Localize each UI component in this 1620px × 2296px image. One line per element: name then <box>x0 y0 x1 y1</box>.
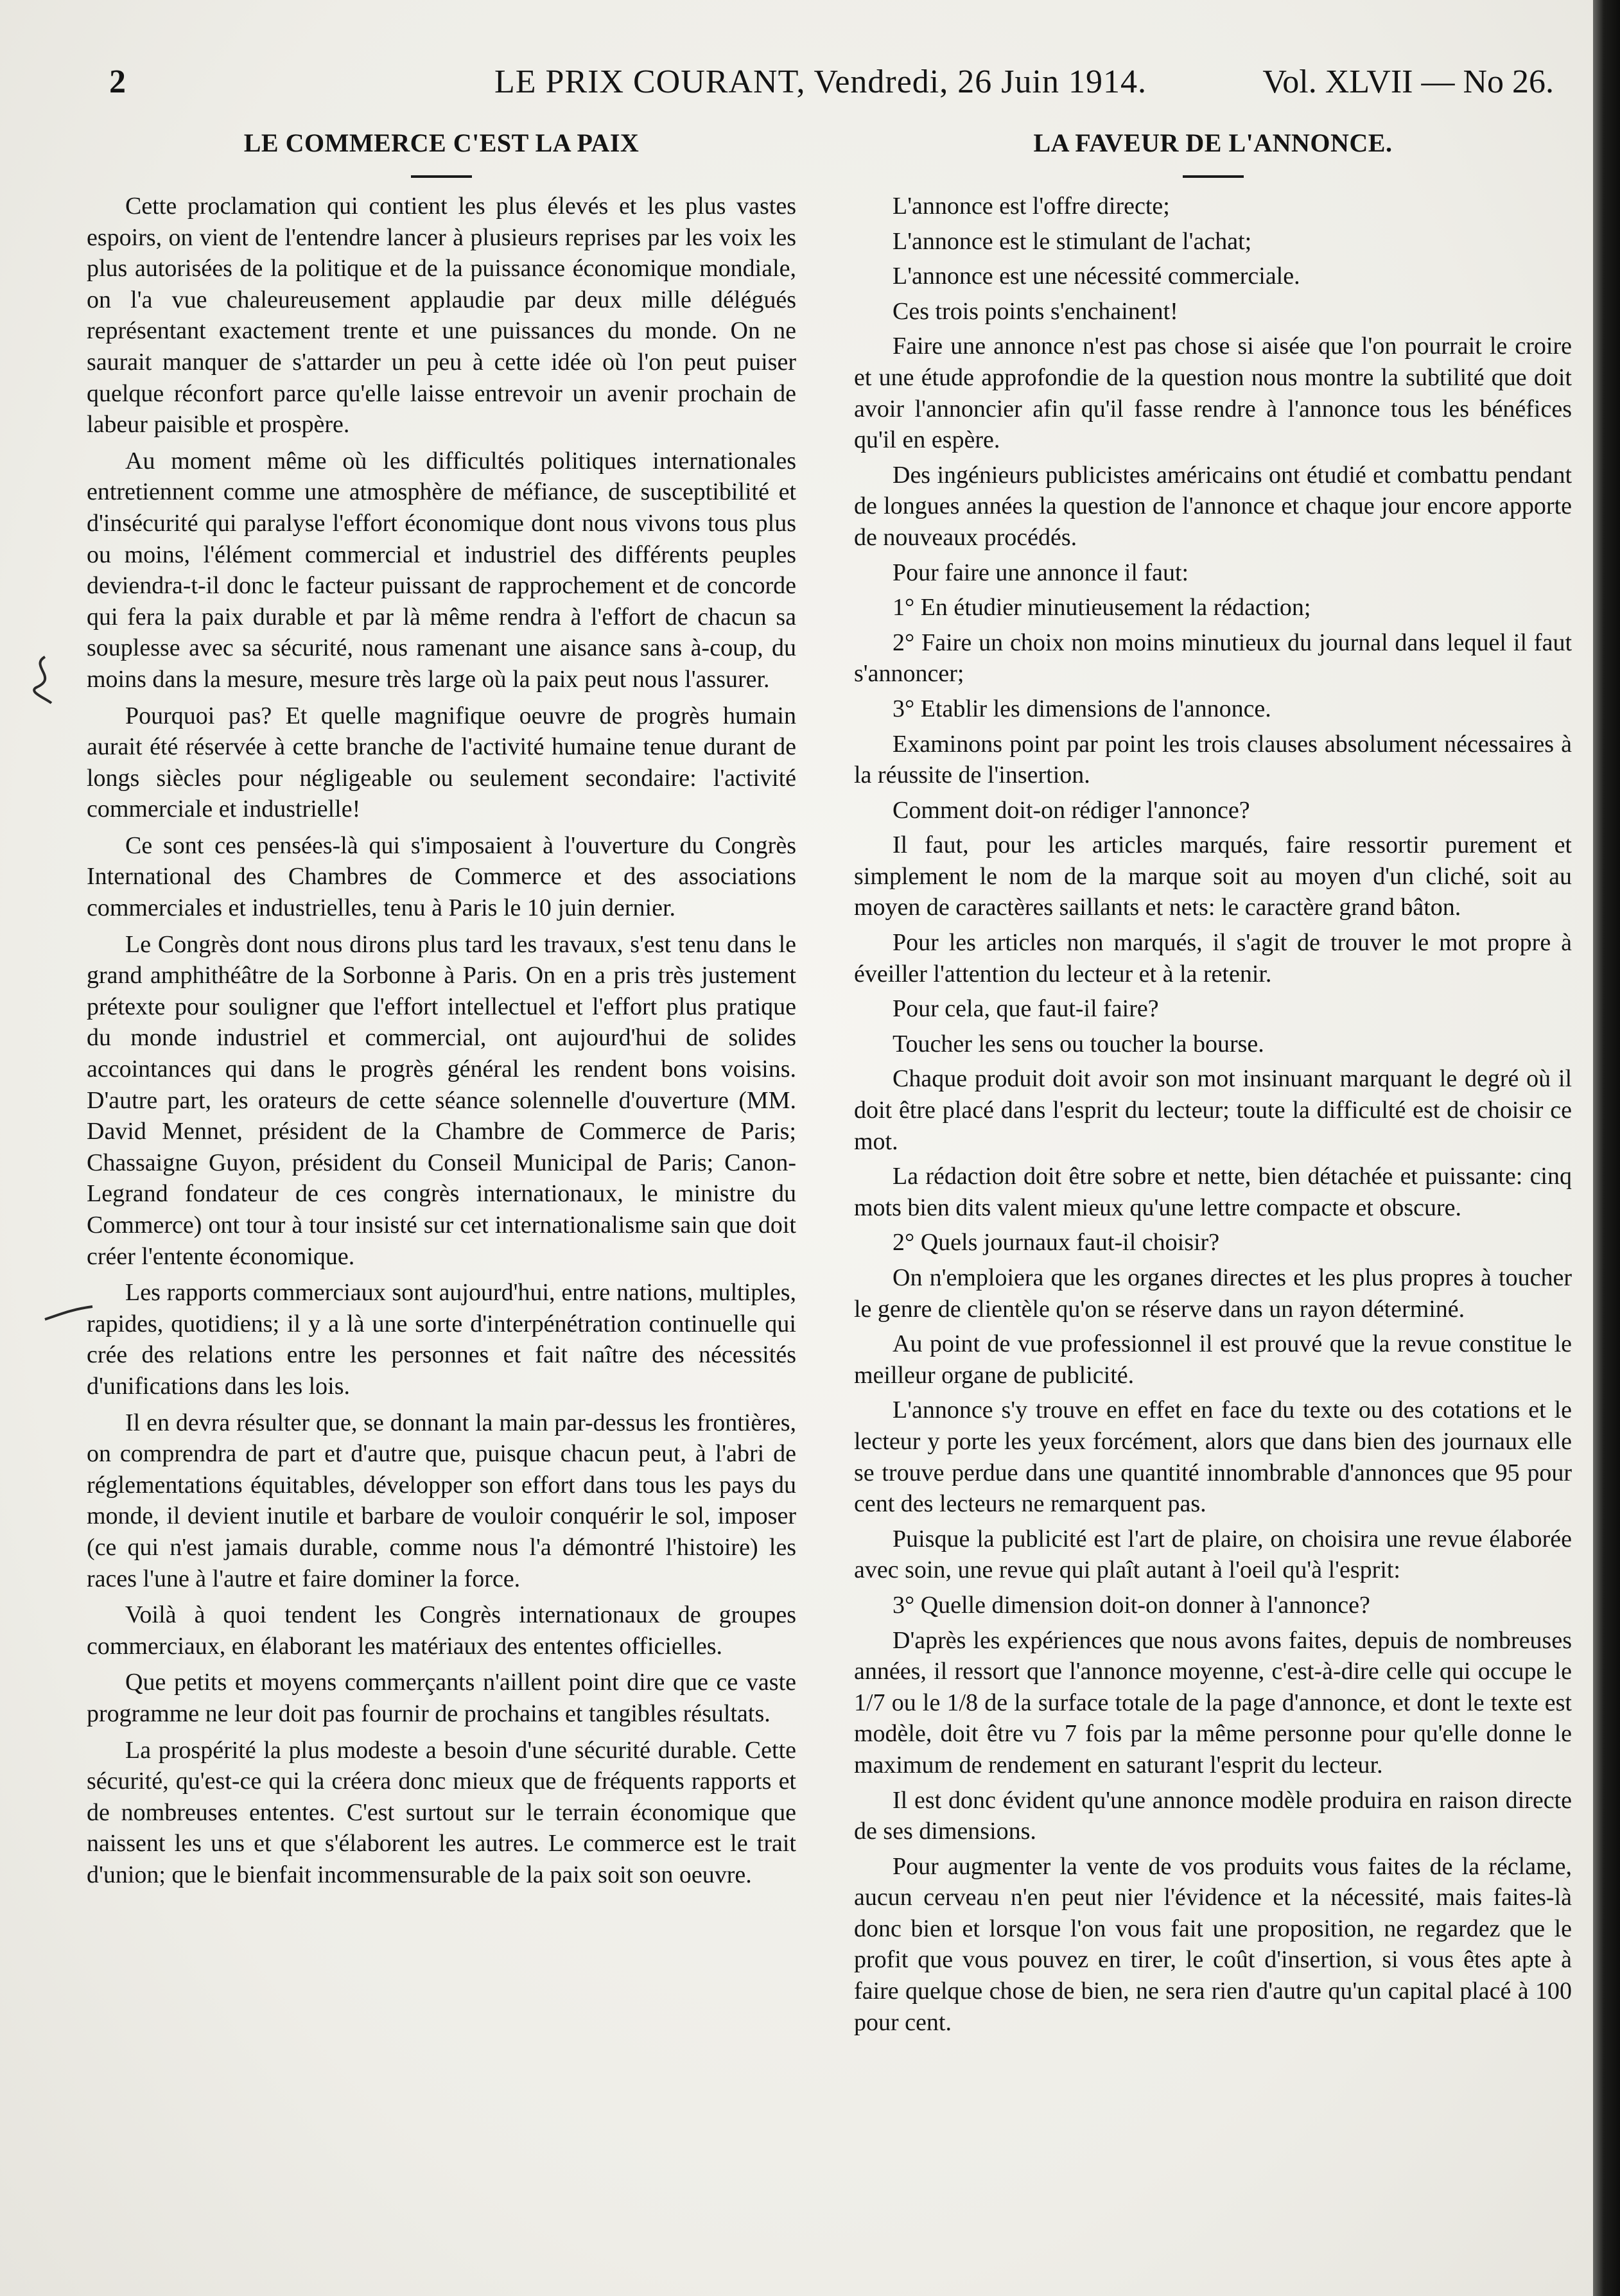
paragraph: Il en devra résulter que, se donnant la main par-dessus les frontières, on comprendra de part et d'autre que, puisque chacun peut, à l'abri de réglementations équitables, développer son effort dans tous les pays du monde, il devient inutile et barbare de vouloir conquérir le sol, imposer (ce qui n'est jamais durable, comme nous l'a démontré l'histoire) les races l'une à l'autre et faire dominer la force. <box>87 1409 796 1592</box>
paragraph: On n'emploiera que les organes directes et les plus propres à toucher le genre de clientèle qu'on se réserve dans un rayon déterminé. <box>854 1264 1572 1323</box>
paragraph: L'annonce s'y trouve en effet en face du texte ou des cotations et le lecteur y porte les yeux forcément, alors que dans bien des journaux elle se trouve perdue dans une quantité innombrable d'annonces que 95 pour cent des lecteurs ne remarquent pas. <box>854 1396 1572 1518</box>
paragraph: Pour faire une annonce il faut: <box>893 559 1189 586</box>
left-article-title: LE COMMERCE C'EST LA PAIX <box>243 128 640 157</box>
left-article-body <box>87 191 796 1890</box>
paragraph: Comment doit-on rédiger l'annonce? <box>893 796 1250 824</box>
masthead: LE PRIX COURANT, Vendredi, 26 Juin 1914. <box>494 64 1147 100</box>
paragraph: Au moment même où les difficultés politiques internationales entretiennent comme une atmosphère de méfiance, de susceptibilité et d'insécurité qui paralyse l'effort économique dont nous vivons tous plus ou moins, l'élément commercial et industriel des différents peuples deviendra-t-il donc le facteur puissant de rapprochement et de concorde qui fera la paix durable et par là même rendra à l'effort de chacun sa souplesse avec sa sécurité, nous ramenant une aisance sans à-coup, du moins dans la mesure, mesure très large où la paix peut nous l'assurer. <box>87 447 796 693</box>
paragraph: 2° Faire un choix non moins minutieux du journal dans lequel il faut s'annoncer; <box>854 629 1572 688</box>
paragraph: Le Congrès dont nous dirons plus tard les travaux, s'est tenu dans le grand amphithéâtre de la Sorbonne à Paris. On en a pris très justement prétexte pour souligner que l'effort intellectuel et l'effort plus pratique du monde industriel et commercial, ont aujourd'hui de solides accointances qui dans le progrès général les rendent bons voisins. D'autre part, les orateurs de cette séance solennelle d'ouverture (MM. David Mennet, président de la Chambre de Commerce de Paris; Chassaigne Guyon, président du Conseil Municipal de Paris; Canon-Legrand fondateur de ces congrès internationaux, le ministre du Commerce) ont tour à tour insisté sur cet internationalisme sain que doit créer l'entente économique. <box>87 930 796 1270</box>
paragraph: Il est donc évident qu'une annonce modèle produira en raison directe de ses dimensions. <box>854 1786 1572 1845</box>
paragraph: Cette proclamation qui contient les plus élevés et les plus vastes espoirs, on vient de l'entendre lancer à plusieurs reprises par les voix les plus autorisées de la politique et de la puissance économique mondiale, on l'a vue chaleureusement applaudie par deux mille délégués représentant exactement trente et une puissances du monde. On ne saurait manquer de s'attarder un peu à cette idée où l'on peut puiser quelque réconfort parce qu'elle laisse entrevoir un avenir prochain de labeur paisible et prospère. <box>87 193 796 439</box>
paragraph: Ce sont ces pensées-là qui s'imposaient à l'ouverture du Congrès International des Chambres de Commerce et des associations commerciales et industrielles, tenu à Paris le 10 juin dernier. <box>87 831 796 922</box>
paragraph: 3° Quelle dimension doit-on donner à l'annonce? <box>893 1591 1370 1619</box>
paragraph: L'annonce est l'offre directe; <box>893 193 1170 220</box>
paragraph: 3° Etablir les dimensions de l'annonce. <box>893 695 1271 722</box>
margin-scribble-icon <box>26 652 64 709</box>
paragraph: Il faut, pour les articles marqués, faire ressortir purement et simplement le nom de la marque soit au moyen d'un cliché, soit au moyen de caractères saillants et nets: le caractère grand bâton. <box>854 831 1572 921</box>
paragraph: Des ingénieurs publicistes américains ont étudié et combattu pendant de longues années la question de l'annonce et chaque jour encore apporte de nouveaux procédés. <box>854 461 1572 551</box>
right-article <box>854 125 1572 2042</box>
paragraph: Pourquoi pas? Et quelle magnifique oeuvre de progrès humain aurait été réservée à cette branche de l'activité humaine tenue durant de longs siècles pour négligeable ou seulement secondaire: l'activité commerciale et industrielle! <box>87 702 796 823</box>
paragraph: Pour les articles non marqués, il s'agit de trouver le mot propre à éveiller l'attention du lecteur et à la retenir. <box>854 929 1572 987</box>
paragraph: L'annonce est le stimulant de l'achat; <box>893 227 1252 255</box>
paragraph: La prospérité la plus modeste a besoin d'une sécurité durable. Cette sécurité, qu'est-ce qui la créera donc mieux que de fréquents rapports et de nombreuses ententes. C'est surtout sur le terrain économique que naissent les uns et que s'élaborent les autres. Le commerce est le trait d'union; que le bienfait incommensurable de la paix soit son oeuvre. <box>87 1736 796 1888</box>
paragraph: Pour cela, que faut-il faire? <box>893 995 1159 1023</box>
paragraph: Que petits et moyens commerçants n'aillent point dire que ce vaste programme ne leur doit pas fournir de prochains et tangibles résultats. <box>87 1669 796 1727</box>
paragraph: D'après les expériences que nous avons faites, depuis de nombreuses années, il ressort que l'annonce moyenne, c'est-à-dire celle qui occupe le 1/7 ou le 1/8 de la surface totale de la page d'annonce, et dont le texte est modèle, doit être vu 7 fois par la même personne pour qu'elle donne le maximum de rendement en saturant l'esprit du lecteur. <box>854 1626 1572 1779</box>
page-header <box>96 57 1567 108</box>
right-article-body <box>854 191 1572 2038</box>
paragraph: Voilà à quoi tendent les Congrès internationaux de groupes commerciaux, en élaborant les matériaux des ententes officielles. <box>87 1601 796 1660</box>
paragraph: Au point de vue professionnel il est prouvé que la revue constitue le meilleur organe de publicité. <box>854 1330 1572 1389</box>
paragraph: Faire une annonce n'est pas chose si aisée que l'on pourrait le croire et une étude approfondie de la question nous montre la subtilité que doit avoir l'annoncier afin qu'il fasse rendre à l'annonce tous les bénéfices qu'il en espère. <box>854 333 1572 454</box>
paragraph: La rédaction doit être sobre et nette, bien détachée et puissante: cinq mots bien dits valent mieux qu'une lettre compacte et obscure. <box>854 1163 1572 1221</box>
page-edge-shadow <box>1593 0 1620 2296</box>
paragraph: Puisque la publicité est l'art de plaire, on choisira une revue élaborée avec soin, une revue qui plaît autant à l'oeil qu'à l'esprit: <box>854 1525 1572 1584</box>
right-article-title: LA FAVEUR DE L'ANNONCE. <box>1033 128 1393 157</box>
title-rule <box>411 175 472 178</box>
paragraph: L'annonce est une nécessité commerciale. <box>893 263 1300 290</box>
paragraph: Toucher les sens ou toucher la bourse. <box>893 1030 1264 1057</box>
title-rule <box>1183 175 1244 178</box>
left-article <box>87 125 796 1895</box>
paragraph: Examinons point par point les trois clauses absolument nécessaires à la réussite de l'insertion. <box>854 730 1572 789</box>
paragraph: Les rapports commerciaux sont aujourd'hui, entre nations, multiples, rapides, quotidiens; il y a là une sorte d'interpénétration continuelle qui crée des relations entre les personnes et fait naître des nécessités d'unifications dans les lois. <box>87 1279 796 1400</box>
volume-number: Vol. XLVII — No 26. <box>1262 64 1554 100</box>
paragraph: Chaque produit doit avoir son mot insinuant marquant le degré où il doit être placé dans l'esprit du lecteur; toute la difficulté est de choisir ce mot. <box>854 1065 1572 1155</box>
page-number: 2 <box>109 64 126 100</box>
paragraph: Ces trois points s'enchainent! <box>893 297 1178 325</box>
paragraph: 2° Quels journaux faut-il choisir? <box>893 1229 1220 1257</box>
paragraph: Pour augmenter la vente de vos produits vous faites de la réclame, aucun cerveau n'en peut nier l'évidence et la nécessité, mais faites-là donc bien et lorsque l'on vous fait une proposition, ne regardez que le profit que vous pouvez en tirer, le coût d'insertion, si vous êtes apte à faire quelque chose de bien, ne sera rien d'autre qu'un capital placé à 100 pour cent. <box>854 1852 1572 2036</box>
paragraph: 1° En étudier minutieusement la rédaction; <box>893 594 1311 622</box>
